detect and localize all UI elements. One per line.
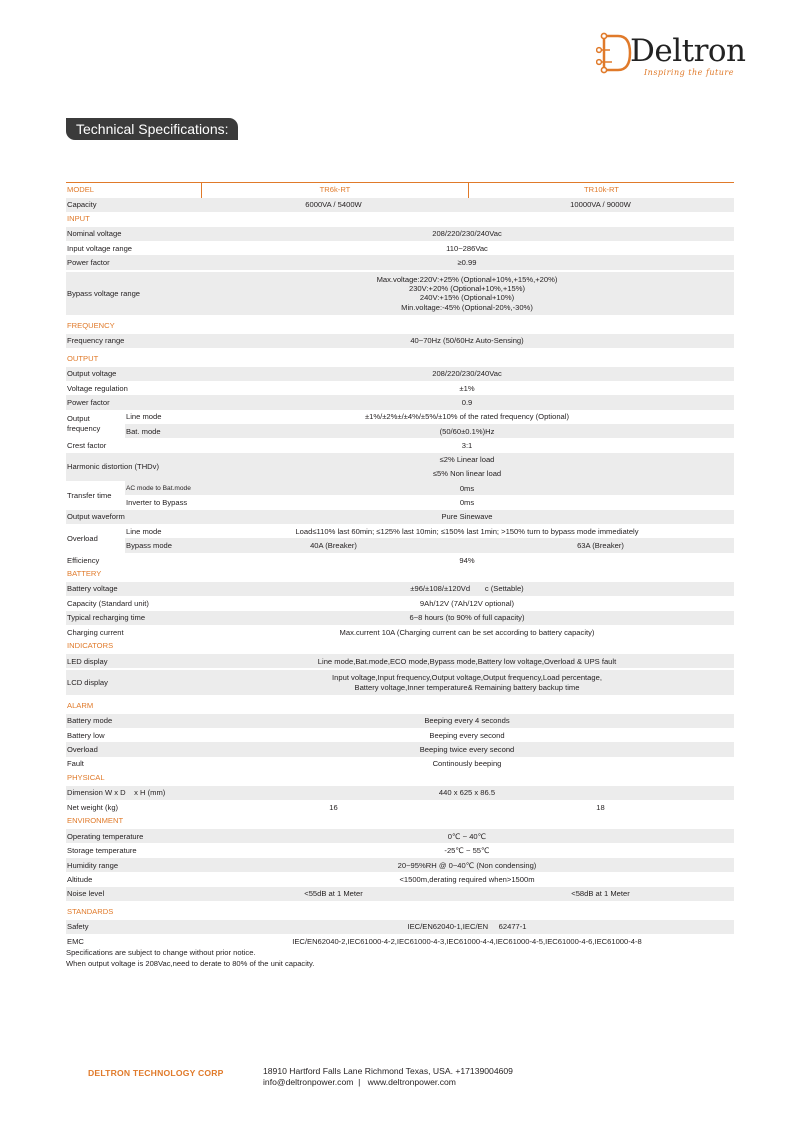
spec-row xyxy=(66,582,734,596)
spec-row xyxy=(66,934,734,948)
row-value: Beeping every second xyxy=(429,730,505,740)
spec-row xyxy=(66,728,734,742)
bypass-line: Min.voltage:-45% (Optional-20%,-30%) xyxy=(401,302,533,312)
row-label: Overload xyxy=(67,533,98,543)
section-environment: ENVIRONMENT xyxy=(67,816,124,826)
footnotes xyxy=(66,948,314,969)
row-value: ≥0.99 xyxy=(457,258,477,268)
row-value: 20~95%RH @ 0~40℃ (Non condensing) xyxy=(397,860,537,870)
row-label: EMC xyxy=(67,936,84,946)
spec-row xyxy=(125,538,734,552)
row-label: Voltage regulation xyxy=(67,383,128,393)
label-line: Output xyxy=(67,414,90,424)
label-line: frequency xyxy=(67,424,101,434)
row-value: ±1% xyxy=(459,383,475,393)
row-label: Efficiency xyxy=(67,555,100,565)
row-label: Crest factor xyxy=(67,441,107,451)
thd-line: ≤5% Non linear load xyxy=(432,468,502,478)
sub-label: Line mode xyxy=(126,526,162,536)
row-label: Nominal voltage xyxy=(67,229,122,239)
spec-row xyxy=(66,829,734,843)
row-label: Capacity (Standard unit) xyxy=(67,598,149,608)
row-label: Power factor xyxy=(67,258,110,268)
value-1: 6000VA / 5400W xyxy=(305,200,362,210)
row-value: 208/220/230/240Vac xyxy=(432,369,502,379)
spec-row xyxy=(66,255,734,269)
sub-label: Bat. mode xyxy=(126,426,161,436)
section-alarm: ALARM xyxy=(67,700,94,710)
row-label: Net weight (kg) xyxy=(67,802,119,812)
spec-row xyxy=(66,714,734,728)
row-value: (50/60±0.1%)Hz xyxy=(439,426,495,436)
model-tr10k: TR10k-RT xyxy=(468,183,734,198)
spec-row xyxy=(66,654,734,668)
thd-values xyxy=(200,453,734,481)
model-label: MODEL xyxy=(67,185,95,194)
row-label: Overload xyxy=(67,745,98,754)
row-label: Harmonic distortion (THDv) xyxy=(67,462,159,472)
section-indicators: INDICATORS xyxy=(67,641,114,651)
spec-table xyxy=(66,182,734,948)
row-value: Pure Sinewave xyxy=(441,512,493,522)
logo-tagline: Inspiring the future xyxy=(644,68,734,77)
spec-row xyxy=(66,241,734,255)
row-value: Line mode,Bat.mode,ECO mode,Bypass mode,Battery low voltage,Overload & UPS fault xyxy=(317,656,617,666)
row-value: Beeping twice every second xyxy=(419,745,515,754)
company-address xyxy=(263,1066,513,1088)
footnote: When output voltage is 208Vac,need to derate to 80% of the unit capacity. xyxy=(66,958,315,968)
spec-row xyxy=(125,424,734,438)
row-label: Battery low xyxy=(67,730,105,740)
thd-row xyxy=(66,453,734,481)
sub-label: AC mode to Bat.mode xyxy=(126,484,191,492)
row-label xyxy=(66,414,125,434)
spec-row xyxy=(66,334,734,348)
row-label: Transfer time xyxy=(67,490,112,500)
spec-row xyxy=(66,438,734,452)
model-header xyxy=(66,183,734,198)
row-label: Fault xyxy=(67,759,84,769)
bypass-row xyxy=(66,272,734,315)
row-label: Capacity xyxy=(67,200,97,210)
row-value: <1500m,derating required when>1500m xyxy=(399,874,535,884)
row-label: Bypass voltage range xyxy=(67,288,141,298)
row-value: Beeping every 4 seconds xyxy=(424,716,510,726)
thd-line: ≤2% Linear load xyxy=(439,454,495,464)
spec-row xyxy=(66,227,734,241)
spec-row xyxy=(66,625,734,639)
value-1: 16 xyxy=(329,802,338,812)
spec-row xyxy=(66,596,734,610)
row-value: 0℃ ~ 40℃ xyxy=(447,831,487,841)
spec-row xyxy=(66,872,734,886)
row-value: 9Ah/12V (7Ah/12V optional) xyxy=(419,598,515,608)
row-label: Charging current xyxy=(67,627,124,637)
spec-row xyxy=(66,843,734,857)
sub-label: Bypass mode xyxy=(126,541,173,551)
spec-row xyxy=(125,524,734,538)
row-label: Safety xyxy=(67,922,89,932)
contact-line: info@deltronpower.com | www.deltronpower.com xyxy=(263,1077,456,1087)
row-label: Noise level xyxy=(67,889,105,899)
value-2: 18 xyxy=(596,802,605,812)
lcd-row xyxy=(66,670,734,695)
row-label: Frequency range xyxy=(67,336,125,346)
company-name: DELTRON TECHNOLOGY CORP xyxy=(88,1068,224,1078)
section-input: INPUT xyxy=(67,213,90,223)
row-value: IEC/EN62040-2,IEC61000-4-2,IEC61000-4-3,IEC61000-4-4,IEC61000-4-5,IEC61000-4-6,IEC61000-4-8 xyxy=(292,936,642,946)
row-label: Power factor xyxy=(67,397,110,407)
spec-row xyxy=(66,395,734,409)
spec-row xyxy=(66,742,734,756)
row-label: LED display xyxy=(67,656,108,666)
bypass-values xyxy=(200,272,734,315)
row-value: Load≤110% last 60min; ≤125% last 10min; ≤150% last 1min; >150% turn to bypass mode immediately xyxy=(295,526,639,536)
spec-row xyxy=(66,611,734,625)
value-2: <58dB at 1 Meter xyxy=(571,889,630,899)
row-value: Max.current 10A (Charging current can be set according to battery capacity) xyxy=(339,627,595,637)
spec-row xyxy=(66,367,734,381)
lcd-values xyxy=(200,670,734,695)
row-label: Output waveform xyxy=(67,512,125,522)
bypass-line: 230V:+20% (Optional+10%,+15%) xyxy=(408,284,526,294)
section-output: OUTPUT xyxy=(67,353,99,363)
row-label: Typical recharging time xyxy=(67,613,146,623)
section-frequency: FREQUENCY xyxy=(67,320,115,330)
page-title: Technical Specifications: xyxy=(66,118,238,140)
row-label: Battery voltage xyxy=(67,584,118,594)
row-value: 208/220/230/240Vac xyxy=(432,229,502,239)
row-value: IEC/EN62040-1,IEC/EN 62477-1 xyxy=(407,922,527,932)
row-value: 6~8 hours (to 90% of full capacity) xyxy=(409,613,525,623)
footnote: Specifications are subject to change without prior notice. xyxy=(66,948,256,957)
section-standards: STANDARDS xyxy=(67,907,114,917)
bypass-line: 240V:+15% (Optional+10%) xyxy=(419,293,515,303)
row-label: Output voltage xyxy=(67,369,117,379)
spec-row xyxy=(66,553,734,567)
spec-row xyxy=(66,381,734,395)
spec-row xyxy=(125,481,734,495)
row-label: Input voltage range xyxy=(67,243,133,253)
row-label: Battery mode xyxy=(67,716,113,726)
row-value: ±96/±108/±120Vd c (Settable) xyxy=(410,584,524,594)
spec-row xyxy=(125,410,734,424)
logo-wordmark: Deltron xyxy=(630,33,746,69)
bypass-line: Max.voltage:220V:+25% (Optional+10%,+15%,+20%) xyxy=(376,274,558,284)
overload-block xyxy=(66,524,734,553)
spec-row xyxy=(66,510,734,524)
spec-row xyxy=(66,757,734,771)
row-value: 3:1 xyxy=(461,441,473,451)
value-2: 63A (Breaker) xyxy=(577,541,624,551)
sub-label: Line mode xyxy=(126,412,162,422)
row-label: Operating temperature xyxy=(67,831,144,841)
address-line: 18910 Hartford Falls Lane Richmond Texas, USA. +17139004609 xyxy=(263,1066,513,1076)
spec-row xyxy=(66,858,734,872)
spec-row xyxy=(125,495,734,509)
row-label: LCD display xyxy=(67,678,108,688)
row-label: Storage temperature xyxy=(67,846,137,856)
spec-row xyxy=(66,800,734,814)
row-value: 94% xyxy=(459,555,475,565)
lcd-line: Input voltage,Input frequency,Output voltage,Output frequency,Load percentage, xyxy=(332,673,602,683)
row-value: 0.9 xyxy=(461,397,473,407)
row-value: -25℃ ~ 55℃ xyxy=(444,846,490,856)
row-value: 40~70Hz (50/60Hz Auto-Sensing) xyxy=(410,336,524,346)
capacity-row xyxy=(66,198,734,212)
section-physical: PHYSICAL xyxy=(67,773,105,783)
output-frequency-block xyxy=(66,410,734,439)
value-2: 10000VA / 9000W xyxy=(570,200,631,210)
row-label: Altitude xyxy=(67,874,93,884)
section-battery: BATTERY xyxy=(67,569,102,579)
row-value: Continously beeping xyxy=(432,759,502,769)
model-tr6k: TR6k-RT xyxy=(201,183,468,198)
sub-label: Inverter to Bypass xyxy=(126,497,188,507)
row-value: 0ms xyxy=(459,483,475,493)
value-1: <55dB at 1 Meter xyxy=(304,889,363,899)
row-value: 0ms xyxy=(459,497,475,507)
row-value: 440 x 625 x 86.5 xyxy=(438,788,496,798)
deltron-logo xyxy=(596,30,746,80)
value-1: 40A (Breaker) xyxy=(310,541,357,551)
row-value: ±1%/±2%±/±4%/±5%/±10% of the rated frequency (Optional) xyxy=(365,412,569,422)
transfer-block xyxy=(66,481,734,510)
row-label: Dimension W x D x H (mm) xyxy=(67,788,166,798)
row-value: 110~286Vac xyxy=(446,243,488,253)
spec-row xyxy=(66,786,734,800)
spec-row xyxy=(66,887,734,901)
spec-row xyxy=(66,920,734,934)
row-label: Humidity range xyxy=(67,860,119,870)
lcd-line: Battery voltage,Inner temperature& Remaining battery backup time xyxy=(354,682,580,692)
